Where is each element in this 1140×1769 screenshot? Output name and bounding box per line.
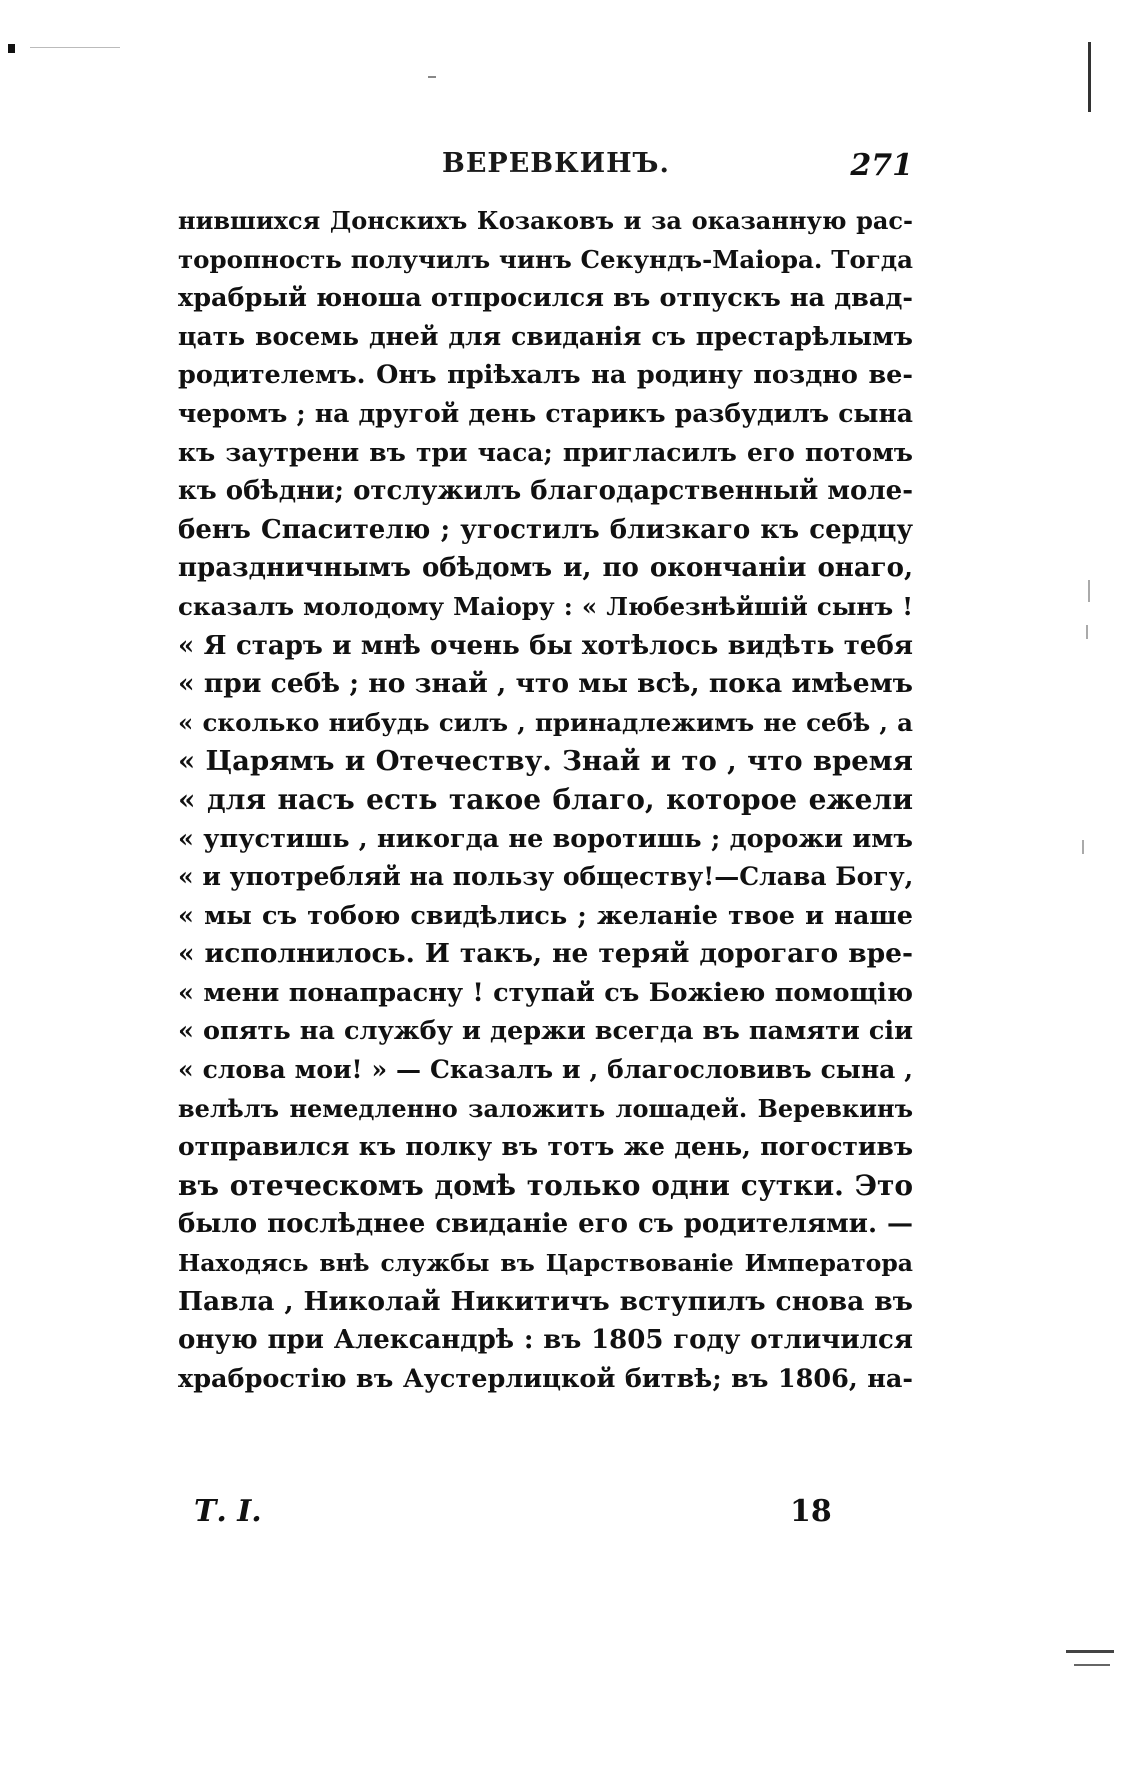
text-line: нившихся Донскихъ Козаковъ и за оказанную рас- <box>178 206 913 235</box>
sheet-number: 18 <box>790 1494 832 1529</box>
text-line: Павла , Николай Никитичъ вступилъ снова въ <box>178 1285 913 1317</box>
text-line: сказалъ молодому Маіору : « Любезнѣйшій сынъ ! <box>178 591 913 621</box>
scan-artifact <box>428 76 436 78</box>
text-line: оную при Александрѣ : въ 1805 году отличился <box>178 1325 913 1356</box>
text-line: торопность получилъ чинъ Секундъ-Маіора. Тогда <box>178 244 913 274</box>
text-line: Находясь внѣ службы въ Царствованіе Императора <box>178 1249 913 1278</box>
scan-artifact <box>1082 840 1084 854</box>
body-text <box>178 202 913 1398</box>
text-line: велѣлъ немедленно заложить лошадей. Веревкинъ <box>178 1093 913 1123</box>
text-line: было послѣднее свиданіе его съ родителями. — <box>178 1209 913 1240</box>
page-number: 271 <box>850 148 913 183</box>
scan-artifact <box>1088 42 1091 112</box>
text-line: « и употребляй на пользу обществу!—Слава Богу, <box>178 862 913 892</box>
scan-artifact <box>1086 625 1088 639</box>
text-line: « сколько нибудь силъ , принадлежимъ не себѣ , а <box>178 707 913 737</box>
text-line: отправился къ полку въ тотъ же день, погостивъ <box>178 1132 913 1162</box>
running-head: ВЕРЕВКИНЪ. <box>442 148 670 179</box>
text-line: « исполнилось. И такъ, не теряй дорогаго вре- <box>178 938 913 970</box>
text-line: цать восемь дней для свиданія съ престарѣлымъ <box>178 321 913 351</box>
text-line: черомъ ; на другой день старикъ разбудилъ сына <box>178 398 913 428</box>
scan-artifact <box>8 44 15 53</box>
scan-artifact <box>1066 1650 1114 1653</box>
text-line: « Я старъ и мнѣ очень бы хотѣлось видѣть тебя <box>178 630 913 661</box>
page-header <box>178 148 913 188</box>
text-line: « слова мои! » — Сказалъ и , благословивъ сына , <box>178 1055 913 1085</box>
text-line: бенъ Спасителю ; угостилъ близкаго къ сердцу <box>178 514 913 545</box>
scan-artifact <box>30 47 120 48</box>
text-line: къ обѣдни; отслужилъ благодарственный моле- <box>178 476 913 507</box>
text-line: « мы съ тобою свидѣлись ; желаніе твое и наше <box>178 900 913 931</box>
text-line: « мени понапрасну ! ступай съ Божіею помощію <box>178 977 913 1008</box>
text-line: праздничнымъ обѣдомъ и, по окончаніи онаго, <box>178 553 913 584</box>
page-footer <box>178 1494 913 1538</box>
text-line: въ отеческомъ домѣ только одни сутки. Это <box>178 1168 913 1202</box>
text-line: « упустишь , никогда не воротишь ; дорожи имъ <box>178 823 913 854</box>
scan-artifact <box>1088 580 1090 602</box>
text-line: « опять на службу и держи всегда въ памяти сіи <box>178 1016 913 1047</box>
scan-artifact <box>1074 1664 1110 1666</box>
volume-signature: Т. I. <box>194 1494 262 1529</box>
text-line: родителемъ. Онъ пріѣхалъ на родину поздно ве- <box>178 360 913 391</box>
text-line: « Царямъ и Отечеству. Знай и то , что время <box>178 745 913 778</box>
text-line: храбрый юноша отпросился въ отпускъ на двад- <box>178 283 913 314</box>
text-line: храбростію въ Аустерлицкой битвѣ; въ 1806, на- <box>178 1363 913 1394</box>
text-line: къ заутрени въ три часа; пригласилъ его потомъ <box>178 437 913 467</box>
text-line: « при себѣ ; но знай , что мы всѣ, пока имѣемъ <box>178 668 913 700</box>
text-line: « для насъ есть такое благо, которое ежели <box>178 782 913 816</box>
